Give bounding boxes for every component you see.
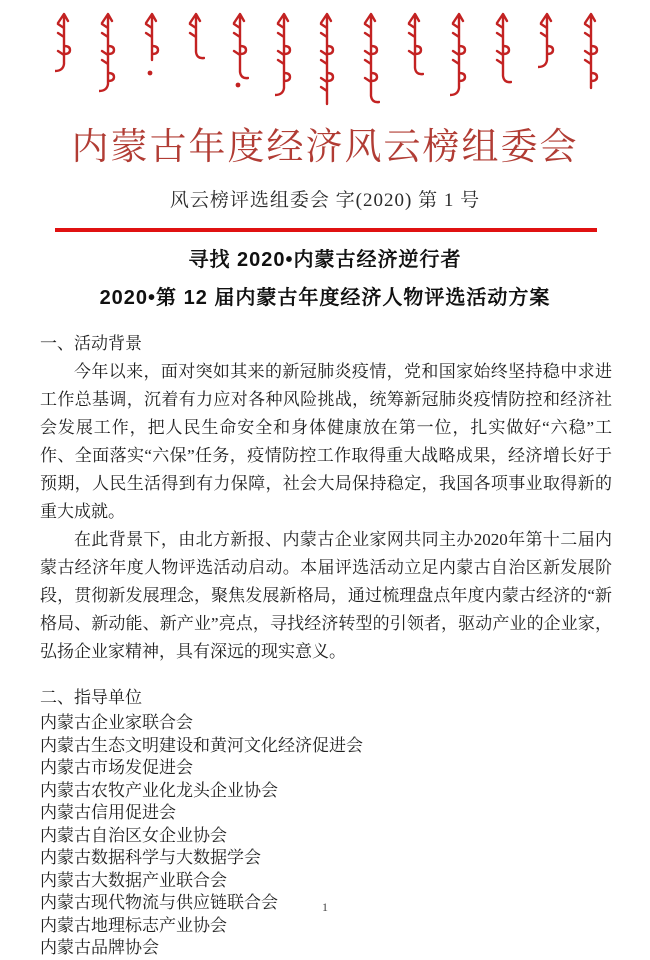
mongolian-script-column (99, 12, 117, 107)
section-guiding-units (40, 684, 612, 960)
paragraph-container (40, 358, 612, 666)
guiding-unit-item: 内蒙古现代物流与供应链联合会 (40, 893, 278, 912)
red-divider-rule (55, 228, 597, 232)
body-paragraph: 在此背景下，由北方新报、内蒙古企业家网共同主办2020年第十二届内蒙古经济年度人物评选活动启动。本届评选活动立足内蒙古自治区新发展阶段，贯彻新发展理念，聚焦发展新格局，通过梳理盘点年度内蒙古经济的“新格局、新动能、新产业”亮点，寻找经济转型的引领者，驱动产业的企业家，弘扬企业家精神，具有深远的现实意义。 (40, 530, 612, 661)
guiding-units-list (40, 712, 612, 960)
page-number: 1 (322, 900, 328, 914)
section-heading: 一、活动背景 (40, 334, 142, 353)
guiding-unit-item: 内蒙古数据科学与大数据学会 (40, 848, 261, 867)
document-title-line1: 寻找 2020•内蒙古经济逆行者 (188, 249, 462, 271)
document-number: 风云榜评选组委会 字(2020) 第 1 号 (169, 190, 481, 211)
mongolian-script-column (318, 12, 336, 127)
guiding-unit-item: 内蒙古市场发促进会 (40, 758, 193, 777)
mongolian-script-column (582, 12, 600, 111)
mongolian-script-column (187, 12, 205, 75)
guiding-unit-item: 内蒙古企业家联合会 (40, 713, 193, 732)
org-letterhead-title: 内蒙古年度经济风云榜组委会 (71, 127, 579, 168)
mongolian-script-column (231, 12, 249, 95)
guiding-unit-item: 内蒙古品牌协会 (40, 938, 159, 957)
mongolian-script-column (55, 12, 73, 87)
section-heading: 二、指导单位 (40, 688, 142, 707)
guiding-unit-item: 内蒙古地理标志产业协会 (40, 915, 227, 935)
mongolian-script-column (406, 12, 424, 91)
mongolian-script-column (362, 12, 380, 119)
body-paragraph: 今年以来，面对突如其来的新冠肺炎疫情，党和国家始终坚持稳中求进工作总基调，沉着有力应对各种风险挑战，统筹新冠肺炎疫情防控和经济社会发展工作，把人民生命安全和身体健康放在第一位，扎实做好“六稳”工作、全面落实“六保”任务，疫情防控工作取得重大战略成果，经济增长好于预期，人民生活得到有力保障，社会大局保持稳定，我国各项事业取得新的重大成就。 (40, 362, 612, 521)
section-activity-background (40, 330, 612, 666)
document-body (40, 330, 612, 960)
guiding-unit-item: 内蒙古农牧产业化龙头企业协会 (40, 780, 278, 800)
document-title-line2: 2020•第 12 届内蒙古年度经济人物评选活动方案 (99, 287, 551, 309)
guiding-unit-item: 内蒙古信用促进会 (40, 803, 176, 822)
mongolian-script-column (494, 12, 512, 99)
guiding-unit-item: 内蒙古生态文明建设和黄河文化经济促进会 (40, 735, 363, 755)
guiding-unit-item: 内蒙古自治区女企业协会 (40, 825, 227, 845)
mongolian-script-column (275, 12, 293, 111)
mongolian-script-banner (55, 12, 600, 124)
mongolian-script-column (450, 12, 468, 111)
mongolian-script-column (538, 12, 556, 83)
mongolian-script-column (143, 12, 161, 83)
guiding-unit-item: 内蒙古大数据产业联合会 (40, 870, 227, 890)
